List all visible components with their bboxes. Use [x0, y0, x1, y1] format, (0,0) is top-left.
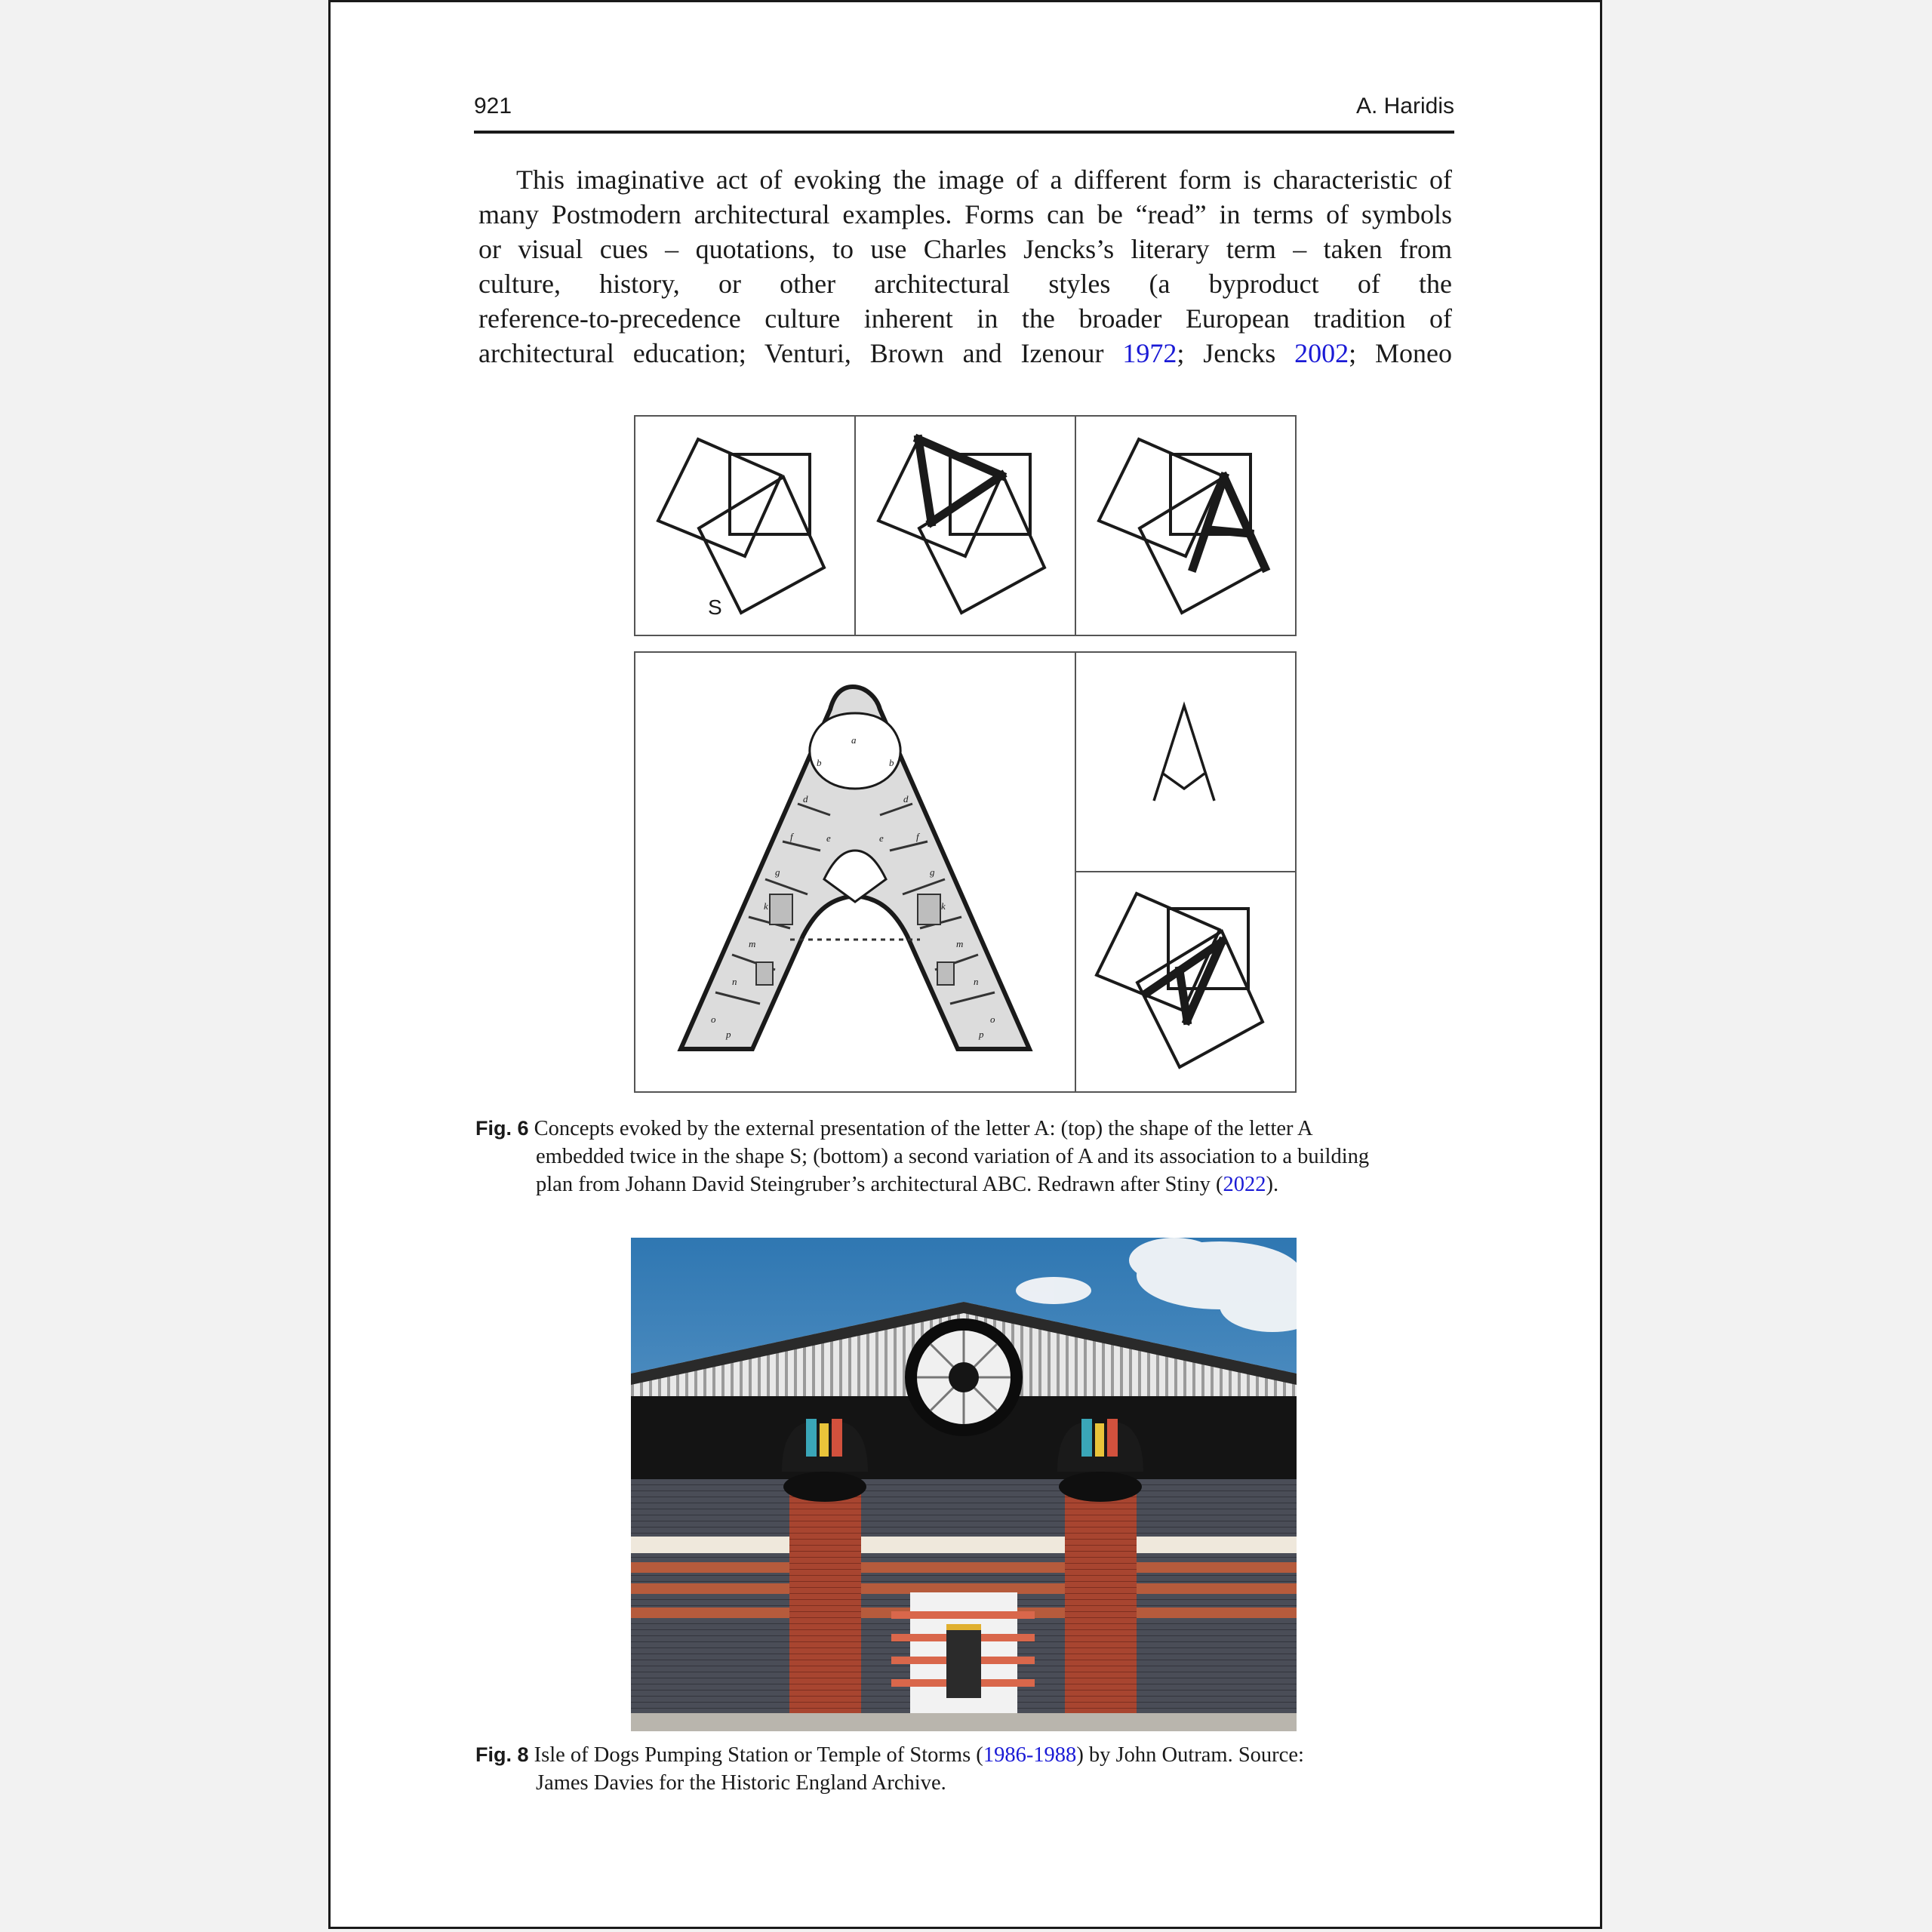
body-line: culture, history, or other architectural styles (a byproduct of the [478, 269, 1452, 299]
plan-room-label: b [817, 757, 822, 768]
body-line: or visual cues – quotations, to use Charles Jencks’s literary term – taken from [478, 234, 1452, 264]
plan-room-label: a [851, 734, 857, 746]
body-text-segment: architectural education; Venturi, Brown and Izenour [478, 338, 1123, 368]
plan-room-label: f [790, 831, 793, 842]
running-header-author: A. Haridis [1355, 94, 1454, 118]
caption-text: Concepts evoked by the external presentation of the letter A: (top) the shape of the letter A [534, 1117, 1313, 1140]
body-paragraph [478, 162, 1452, 371]
caption-text: ) by John Outram. Source: [1076, 1743, 1304, 1767]
header-rule [474, 131, 1454, 134]
plan-room-label: n [732, 976, 737, 987]
citation-link-2022[interactable]: 2022 [1223, 1173, 1266, 1196]
embedded-a-diagram [856, 417, 1075, 635]
caption-text: plan from Johann David Steingruber’s architectural ABC. Redrawn after Stiny ( [536, 1173, 1223, 1196]
plan-room-label: f [916, 831, 919, 842]
fig6-panel-shape-s [634, 415, 856, 636]
figure-8-caption [475, 1741, 1457, 1797]
caption-text: ). [1266, 1173, 1279, 1196]
body-line: This imaginative act of evoking the image of a different form is characteristic of [516, 165, 1452, 195]
plan-room-label: o [711, 1014, 716, 1025]
caption-line: embedded twice in the shape S; (bottom) a second variation of A and its association to a building [536, 1145, 1370, 1168]
citation-link-1972[interactable]: 1972 [1122, 338, 1177, 368]
plan-room-label: b [889, 757, 894, 768]
plan-room-label: g [775, 866, 780, 878]
shape-label-s: S [708, 595, 722, 619]
a-shaped-floor-plan [635, 653, 1075, 1091]
citation-link-2002[interactable]: 2002 [1294, 338, 1349, 368]
overlapping-squares-diagram [635, 417, 854, 635]
plan-room-label: m [956, 938, 964, 949]
figure-label: Fig. 8 [475, 1743, 529, 1766]
body-line: reference-to-precedence culture inherent in the broader European tradition of [478, 303, 1452, 334]
citation-link-1986-1988[interactable]: 1986-1988 [983, 1743, 1077, 1767]
figure-6-caption [475, 1115, 1457, 1198]
figure-6 [634, 415, 1298, 1093]
caption-line [475, 1741, 1457, 1769]
embedded-a-diagram [1076, 417, 1295, 635]
figure-8-photo [631, 1238, 1297, 1731]
pumping-station-photo [631, 1238, 1297, 1731]
figure-label: Fig. 6 [475, 1117, 529, 1140]
plan-room-label: g [930, 866, 935, 878]
embedded-a-diagram [1076, 872, 1295, 1091]
plan-room-label: d [903, 793, 909, 804]
plan-room-label: k [764, 900, 768, 912]
page-number: 921 [474, 94, 512, 118]
caption-line [475, 1115, 1457, 1143]
body-text-segment: ; Jencks [1177, 338, 1295, 368]
plan-room-label: n [974, 976, 979, 987]
plan-room-label: e [879, 832, 884, 844]
body-text-segment: ; Moneo [1349, 338, 1452, 368]
body-line-last [478, 336, 1452, 371]
plan-room-label: p [979, 1029, 984, 1040]
fig6-panel-a-first [854, 415, 1076, 636]
fig6-panel-a-second [1075, 415, 1297, 636]
fig6-panel-building-plan [634, 651, 1076, 1093]
caption-line: James Davies for the Historic England Archive. [536, 1771, 946, 1795]
plan-room-label: p [726, 1029, 731, 1040]
body-line: many Postmodern architectural examples. Forms can be “read” in terms of symbols [478, 199, 1452, 229]
fig6-panel-a-variation [1075, 651, 1297, 873]
plan-room-label: o [990, 1014, 995, 1025]
fig6-panel-a-in-squares [1075, 871, 1297, 1093]
plan-room-label: k [941, 900, 946, 912]
plan-room-label: d [803, 793, 808, 804]
plan-room-label: m [749, 938, 756, 949]
plan-room-label: e [826, 832, 831, 844]
caption-text: Isle of Dogs Pumping Station or Temple of Storms ( [534, 1743, 983, 1767]
caption-line [475, 1171, 1457, 1198]
a-variation-glyph [1076, 653, 1295, 872]
